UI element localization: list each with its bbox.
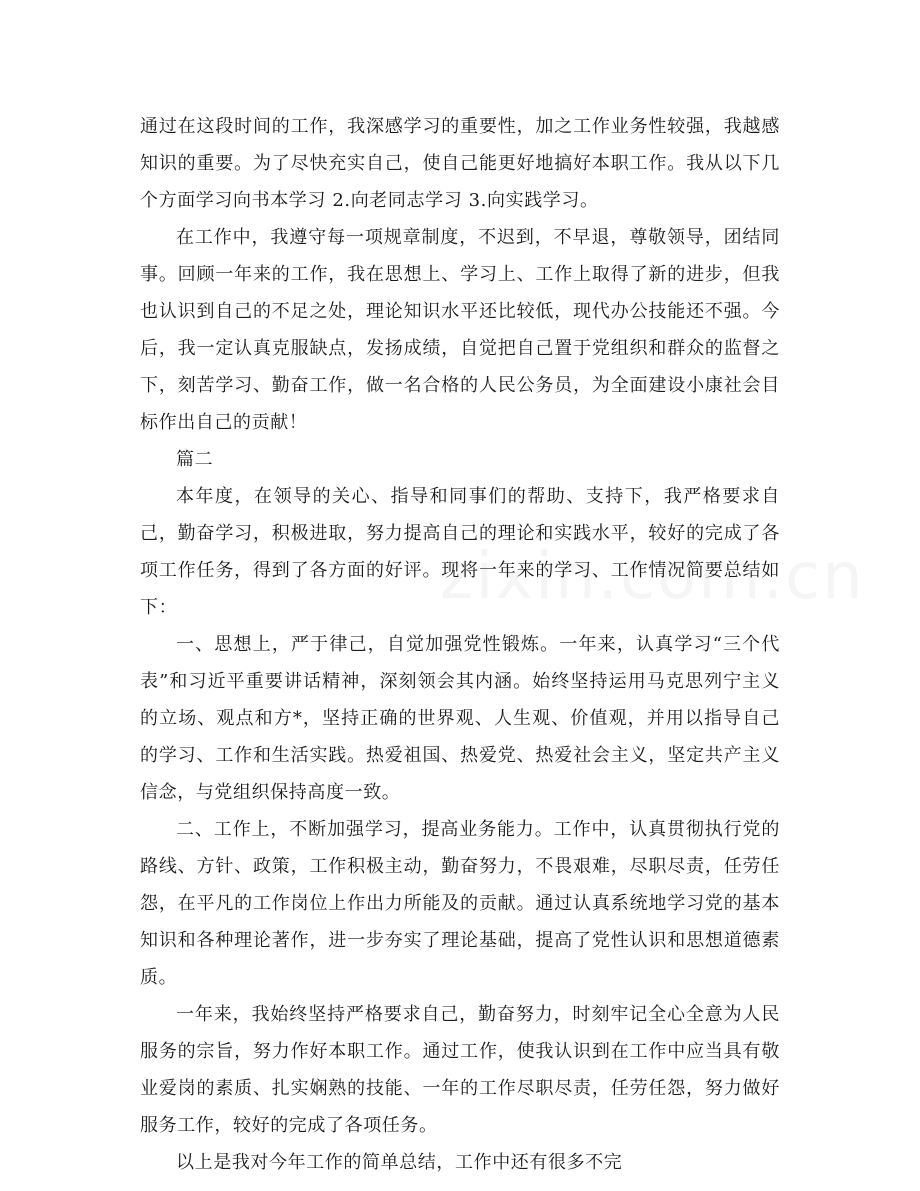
- paragraph-annual-intro: 本年度，在领导的关心、指导和同事们的帮助、支持下，我严格要求自己，勤奋学习，积极进取，努力提高自己的理论和实践水平，较好的完成了各项工作任务，得到了各方面的好评。现将一年来的学习、工作情况简要总结如下：: [140, 486, 780, 618]
- paragraph-work-discipline: 在工作中，我遵守每一项规章制度，不迟到，不早退，尊敬领导，团结同事。回顾一年来的工作，我在思想上、学习上、工作上取得了新的进步，但我也认识到自己的不足之处，理论知识水平还比较低，现代办公技能还不强。今后，我一定认真克服缺点，发扬成绩，自觉把自己置于党组织和群众的监督之下，刻苦学习、勤奋工作，做一名合格的人民公务员，为全面建设小康社会目标作出自己的贡献！: [140, 227, 780, 433]
- paragraph-service: 一年来，我始终坚持严格要求自己，勤奋努力，时刻牢记全心全意为人民服务的宗旨，努力作好本职工作。通过工作，使我认识到在工作中应当具有敬业爱岗的素质、扎实娴熟的技能、一年的工作尽职尽责，任劳任怨，努力做好服务工作，较好的完成了各项任务。: [140, 1004, 780, 1136]
- paragraph-ideology: 一、思想上，严于律己，自觉加强党性锻炼。一年来，认真学习“三个代表”和习近平重要讲话精神，深刻领会其内涵。始终坚持运用马克思列宁主义的立场、观点和方*，坚持正确的世界观、人生观、价值观，并用以指导自己的学习、工作和生活实践。热爱祖国、热爱党、热爱社会主义，坚定共产主义信念，与党组织保持高度一致。: [140, 634, 780, 803]
- paragraph-work-ability: 二、工作上，不断加强学习，提高业务能力。工作中，认真贯彻执行党的路线、方针、政策，工作积极主动，勤奋努力，不畏艰难，尽职尽责，任劳任怨，在平凡的工作岗位上作出力所能及的贡献。通过认真系统地学习党的基本知识和各种理论著作，进一步夯实了理论基础，提高了党性认识和思想道德素质。: [140, 819, 780, 988]
- section-heading: 篇二: [176, 449, 214, 470]
- paragraph-conclusion: 以上是我对今年工作的简单总结，工作中还有很多不完: [176, 1152, 623, 1173]
- paragraph-learning-summary: 通过在这段时间的工作，我深感学习的重要性，加之工作业务性较强，我越感知识的重要。为了尽快充实自己，使自己能更好地搞好本职工作。我从以下几个方面学习向书本学习 2.向老同志学习 3.向实践学习。: [140, 116, 780, 211]
- document-body: [140, 108, 780, 1181]
